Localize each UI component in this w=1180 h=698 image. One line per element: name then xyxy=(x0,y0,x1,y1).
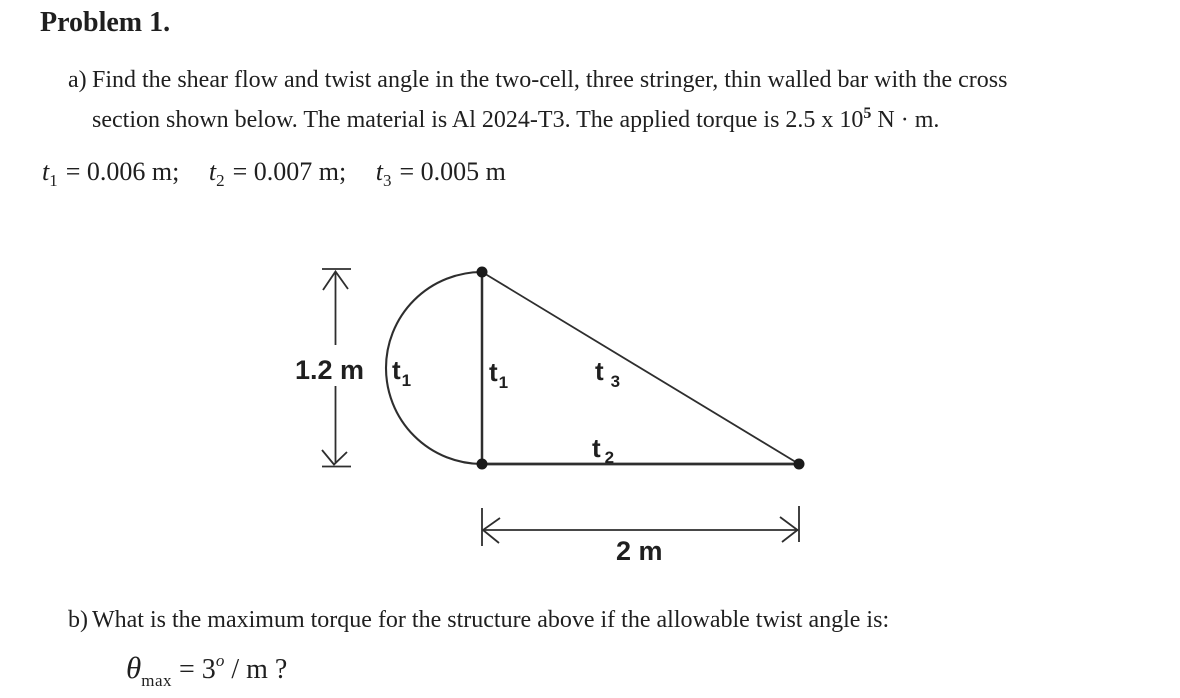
width-dimension-label: 2 m xyxy=(616,536,663,566)
t2-value: = 0.007 m; xyxy=(232,157,347,186)
t2-subscript: 2 xyxy=(216,171,225,190)
t2-base: t xyxy=(592,433,601,463)
height-dim-arrow-down-icon xyxy=(322,450,347,465)
stringer-node-top xyxy=(477,267,488,278)
formula-tail: / m ? xyxy=(224,654,288,685)
part-a-line1: Find the shear flow and twist angle in the two-cell, three stringer, thin walled bar with the cross xyxy=(92,67,1008,93)
part-a-paragraph xyxy=(68,64,1007,137)
theta-subscript: max xyxy=(141,671,173,690)
t1-web-label xyxy=(489,357,508,392)
cross-section-diagram xyxy=(285,248,820,578)
theta-symbol: θ xyxy=(126,650,142,685)
part-b-paragraph xyxy=(68,604,889,637)
part-b-text xyxy=(92,604,889,637)
part-a-marker: a) xyxy=(68,67,87,93)
degree-superscript: o xyxy=(215,651,225,670)
t1-web-sub: 1 xyxy=(498,373,509,392)
twist-angle-formula xyxy=(126,644,287,698)
t2-symbol: t xyxy=(208,157,217,186)
t3-base: t xyxy=(595,356,604,386)
part-b-marker: b) xyxy=(68,607,88,633)
t3-diagonal-label xyxy=(595,356,620,391)
part-b-line1: What is the maximum torque for the structure above if the allowable twist angle is: xyxy=(92,607,890,633)
t1-arc-sub: 1 xyxy=(401,371,412,390)
t1-arc-base: t xyxy=(392,355,401,385)
t3-subscript: 3 xyxy=(382,171,392,190)
part-a-text xyxy=(92,64,1007,137)
t3-value: = 0.005 m xyxy=(399,157,506,186)
formula-mid: = 3 xyxy=(172,654,216,685)
t2-bottom-label xyxy=(592,433,614,467)
t3-symbol: t xyxy=(375,157,383,186)
t1-value: = 0.006 m; xyxy=(65,157,180,186)
t2-sub: 2 xyxy=(604,448,615,467)
part-a-line2-post: N · m. xyxy=(871,107,940,133)
thickness-t3 xyxy=(375,157,506,190)
torque-exponent: 5 xyxy=(863,105,872,122)
thickness-values-line xyxy=(42,156,529,197)
t1-subscript: 1 xyxy=(49,171,58,190)
page-title: Problem 1. xyxy=(40,7,171,38)
t1-web-base: t xyxy=(489,357,498,387)
t1-arc-label xyxy=(392,355,411,390)
stringer-node-right xyxy=(794,459,805,470)
height-dimension-label: 1.2 m xyxy=(295,355,365,385)
t1-symbol: t xyxy=(42,157,50,186)
stringer-node-bottom-left xyxy=(477,459,488,470)
thickness-t2 xyxy=(208,157,347,190)
t3-sub: 3 xyxy=(610,372,621,391)
part-a-line2-pre: section shown below. The material is Al 2024-T3. The applied torque is 2.5 x 10 xyxy=(92,107,864,133)
thickness-t1 xyxy=(42,157,180,190)
diagonal-wall xyxy=(482,272,799,464)
